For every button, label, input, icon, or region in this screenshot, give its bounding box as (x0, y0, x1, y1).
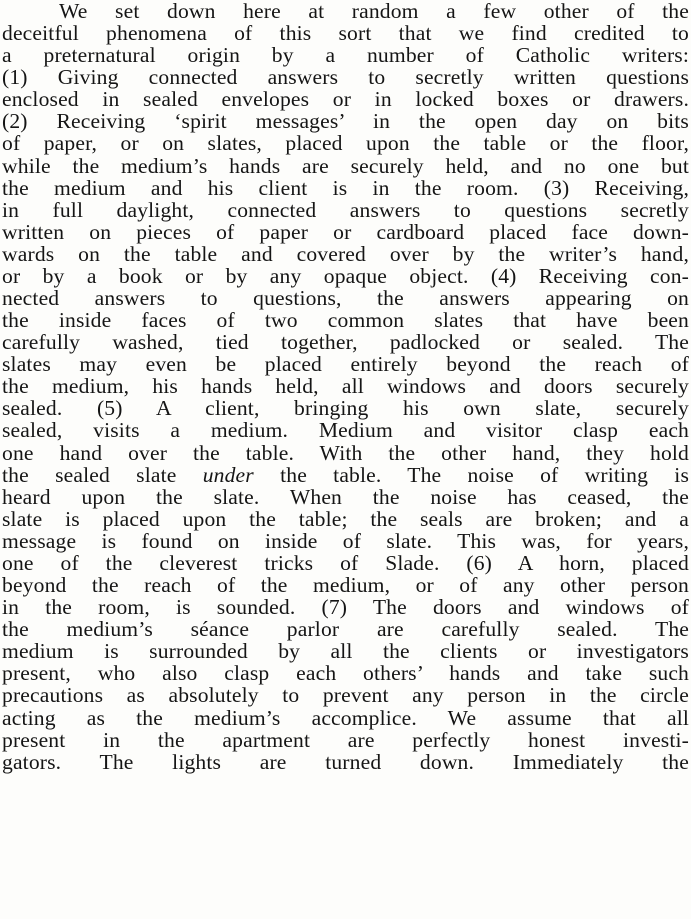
text-line: sealed, visits a medium. Medium and visitor clasp each (2, 418, 689, 443)
text-line: the sealed slate under the table. The noise of writing is (2, 462, 689, 487)
text-line: or by a book or by any opaque object. (4) Receiving con- (2, 263, 689, 288)
italic-word: under (202, 462, 254, 487)
text-line: gators. The lights are turned down. Immediately the (2, 749, 689, 774)
text-line: the medium’s séance parlor are carefully sealed. The (2, 617, 689, 642)
text-line: while the medium’s hands are securely held, and no one but (2, 153, 689, 178)
text-line: (1) Giving connected answers to secretly written questions (2, 65, 689, 90)
text-line: slates may even be placed entirely beyond the reach of (2, 352, 689, 377)
body-text (2, 0, 689, 773)
text-line: (2) Receiving ‘spirit messages’ in the open day on bits (2, 109, 689, 134)
text-line: in full daylight, connected answers to questions secretly (2, 197, 689, 222)
text-line: present in the apartment are perfectly honest investi- (2, 727, 689, 752)
text-line: sealed. (5) A client, bringing his own slate, securely (2, 396, 689, 421)
text-line: nected answers to questions, the answers appearing on (2, 286, 689, 311)
text-line: one of the cleverest tricks of Slade. (6) A horn, placed (2, 550, 689, 575)
text-line: written on pieces of paper or cardboard placed face down- (2, 219, 689, 244)
text-line: the inside faces of two common slates that have been (2, 308, 689, 333)
text-line: wards on the table and covered over by the writer’s hand, (2, 241, 689, 266)
text-line: medium is surrounded by all the clients or investigators (2, 639, 689, 664)
text-line: the medium, his hands held, all windows and doors securely (2, 374, 689, 399)
text-line: heard upon the slate. When the noise has ceased, the (2, 484, 689, 509)
text-line: message is found on inside of slate. This was, for years, (2, 528, 689, 553)
text-line: one hand over the table. With the other hand, they hold (2, 440, 689, 465)
text-line: enclosed in sealed envelopes or in locked boxes or drawers. (2, 87, 689, 112)
text-line: precautions as absolutely to prevent any person in the circle (2, 683, 689, 708)
text-line: of paper, or on slates, placed upon the table or the floor, (2, 131, 689, 156)
text-line: in the room, is sounded. (7) The doors and windows of (2, 595, 689, 620)
text-line: slate is placed upon the table; the seals are broken; and a (2, 506, 689, 531)
paragraph-first-line: We set down here at random a few other of the (59, 0, 689, 23)
text-line: the medium and his client is in the room. (3) Receiving, (2, 175, 689, 200)
text-line: beyond the reach of the medium, or of any other person (2, 573, 689, 598)
text-line: present, who also clasp each others’ hands and take such (2, 661, 689, 686)
text-line: a preternatural origin by a number of Catholic writers: (2, 43, 689, 68)
text-line: acting as the medium’s accomplice. We assume that all (2, 705, 689, 730)
text-line: deceitful phenomena of this sort that we find credited to (2, 21, 689, 46)
text-line: carefully washed, tied together, padlocked or sealed. The (2, 330, 689, 355)
